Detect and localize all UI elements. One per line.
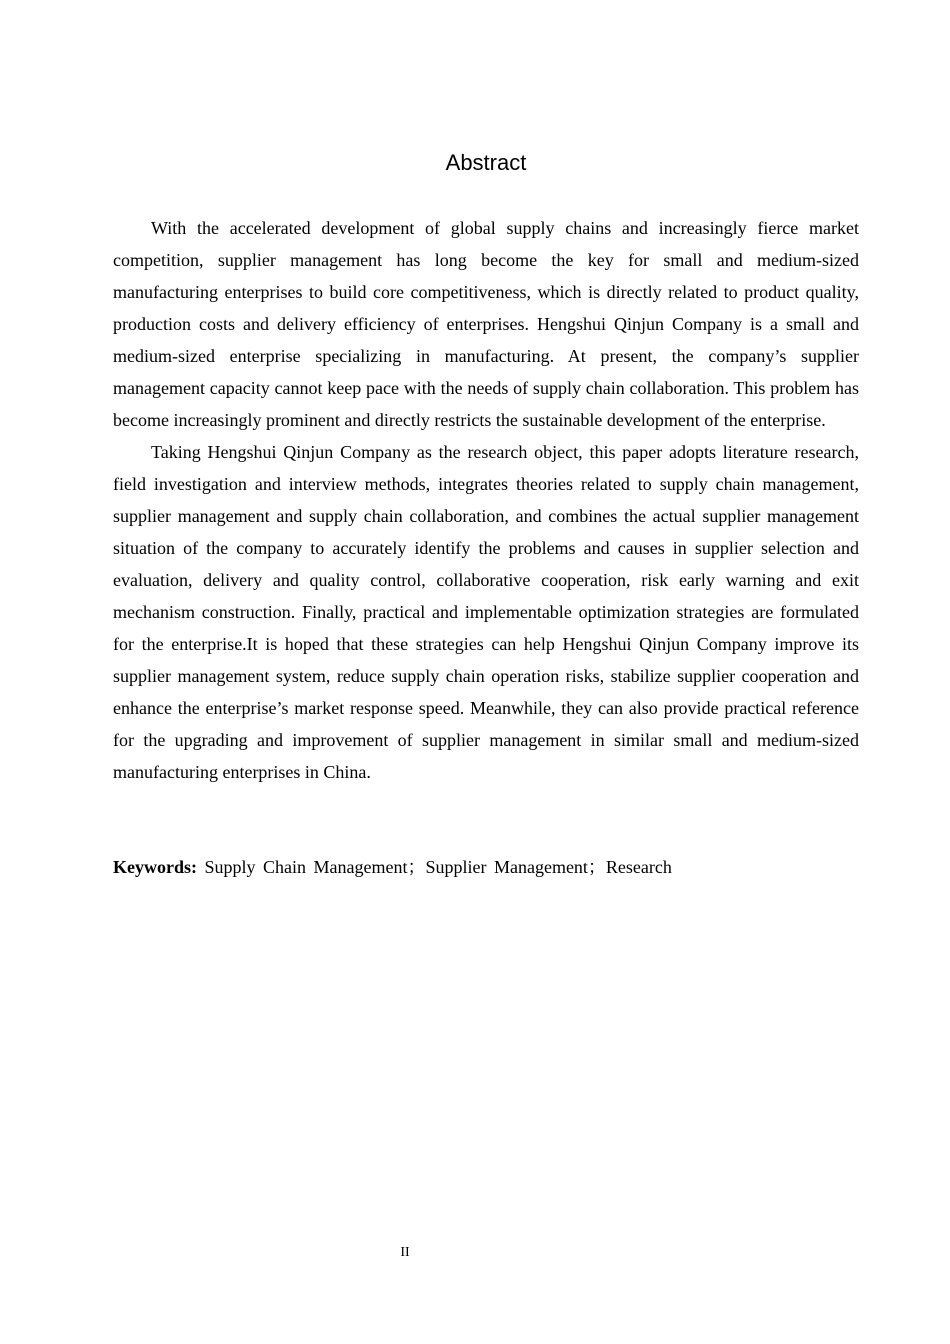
keywords-list: Supply Chain Management；Supplier Management；Research <box>204 857 672 877</box>
abstract-title: Abstract <box>445 150 527 175</box>
keywords-line <box>113 851 859 883</box>
keywords-label: Keywords: <box>113 857 197 877</box>
abstract-body <box>113 212 859 788</box>
page-number: II <box>400 1245 410 1260</box>
abstract-paragraph-2: Taking Hengshui Qinjun Company as the research object, this paper adopts literature research, field investigation and interview methods, integrates theories related to supply chain management, supplier management and supply chain collaboration, and combines the actual supplier management situation of the company to accurately identify the problems and causes in supplier selection and evaluation, delivery and quality control, collaborative cooperation, risk early warning and exit mechanism construction. Finally, practical and implementable optimization strategies are formulated for the enterprise.It is hoped that these strategies can help Hengshui Qinjun Company improve its supplier management system, reduce supply chain operation risks, stabilize supplier cooperation and enhance the enterprise’s market response speed. Meanwhile, they can also provide practical reference for the upgrading and improvement of supplier management in similar small and medium-sized manufacturing enterprises in China. <box>113 442 859 782</box>
abstract-paragraph-1: With the accelerated development of global supply chains and increasingly fierce market competition, supplier management has long become the key for small and medium-sized manufacturing enterprises to build core competitiveness, which is directly related to product quality, production costs and delivery efficiency of enterprises. Hengshui Qinjun Company is a small and medium-sized enterprise specializing in manufacturing. At present, the company’s supplier management capacity cannot keep pace with the needs of supply chain collaboration. This problem has become increasingly prominent and directly restricts the sustainable development of the enterprise. <box>113 218 859 430</box>
